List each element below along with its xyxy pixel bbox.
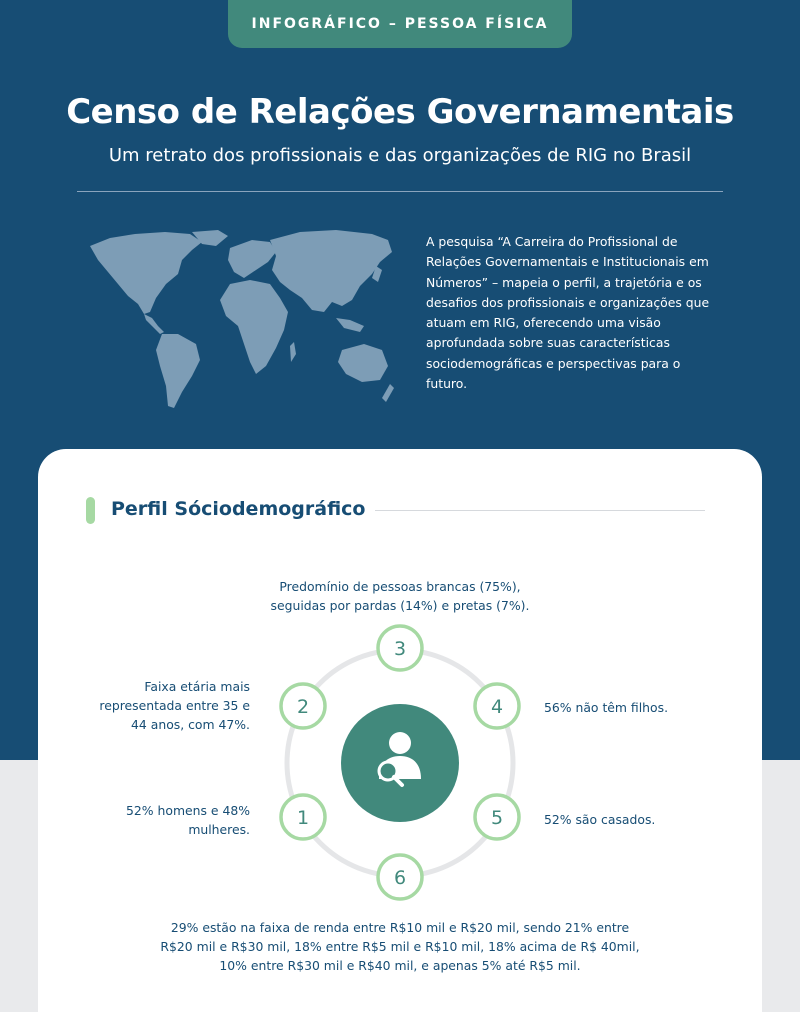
- svg-text:5: 5: [490, 807, 504, 829]
- svg-text:3: 3: [393, 638, 407, 660]
- node-1: [281, 795, 325, 839]
- header-divider: [77, 191, 723, 192]
- node-1-caption: 52% homens e 48% mulheres.: [126, 803, 250, 837]
- intro-paragraph: A pesquisa “A Carreira do Profissional de Relações Governamentais e Institucionais em Números” – mapeia o perfil, a trajetória e os desafios dos profissionais e organizações que atuam em RIG, oferecendo uma visão aprofundada sobre suas características sociodemográficas e perspectivas para o futuro.: [426, 234, 710, 392]
- section-divider: [375, 510, 705, 511]
- node-3-caption: Predomínio de pessoas brancas (75%), seguidas por pardas (14%) e pretas (7%).: [270, 579, 530, 613]
- svg-text:2: 2: [296, 696, 310, 718]
- node-4-caption: 56% não têm filhos.: [544, 700, 669, 715]
- svg-text:4: 4: [490, 696, 504, 718]
- page-title: Censo de Relações Governamentais: [66, 92, 734, 132]
- svg-text:6: 6: [393, 867, 407, 889]
- svg-text:1: 1: [296, 807, 310, 829]
- page-subtitle: Um retrato dos profissionais e das organizações de RIG no Brasil: [108, 145, 692, 166]
- world-map-icon: [80, 226, 400, 416]
- node-3: [378, 626, 422, 670]
- node-2-caption: Faixa etária mais representada entre 35 e 44 anos, com 47%.: [99, 679, 250, 732]
- node-2: [281, 684, 325, 728]
- section-title: Perfil Sóciodemográfico: [111, 498, 366, 520]
- profile-cycle-diagram: [260, 605, 540, 905]
- infographic-tag: INFOGRÁFICO – PESSOA FÍSICA: [228, 0, 572, 48]
- node-5: [475, 795, 519, 839]
- node-4: [475, 684, 519, 728]
- node-6-caption: 29% estão na faixa de renda entre R$10 mil e R$20 mil, sendo 21% entre R$20 mil e R$30 mil, 18% entre R$5 mil e R$10 mil, 18% acima de R$ 40mil, 10% entre R$30 mil e R$40 mil, e apenas 5% até R$5 mil.: [160, 920, 640, 973]
- node-5-caption: 52% são casados.: [544, 812, 656, 827]
- node-6: [378, 855, 422, 899]
- section-accent-bar: [86, 497, 95, 524]
